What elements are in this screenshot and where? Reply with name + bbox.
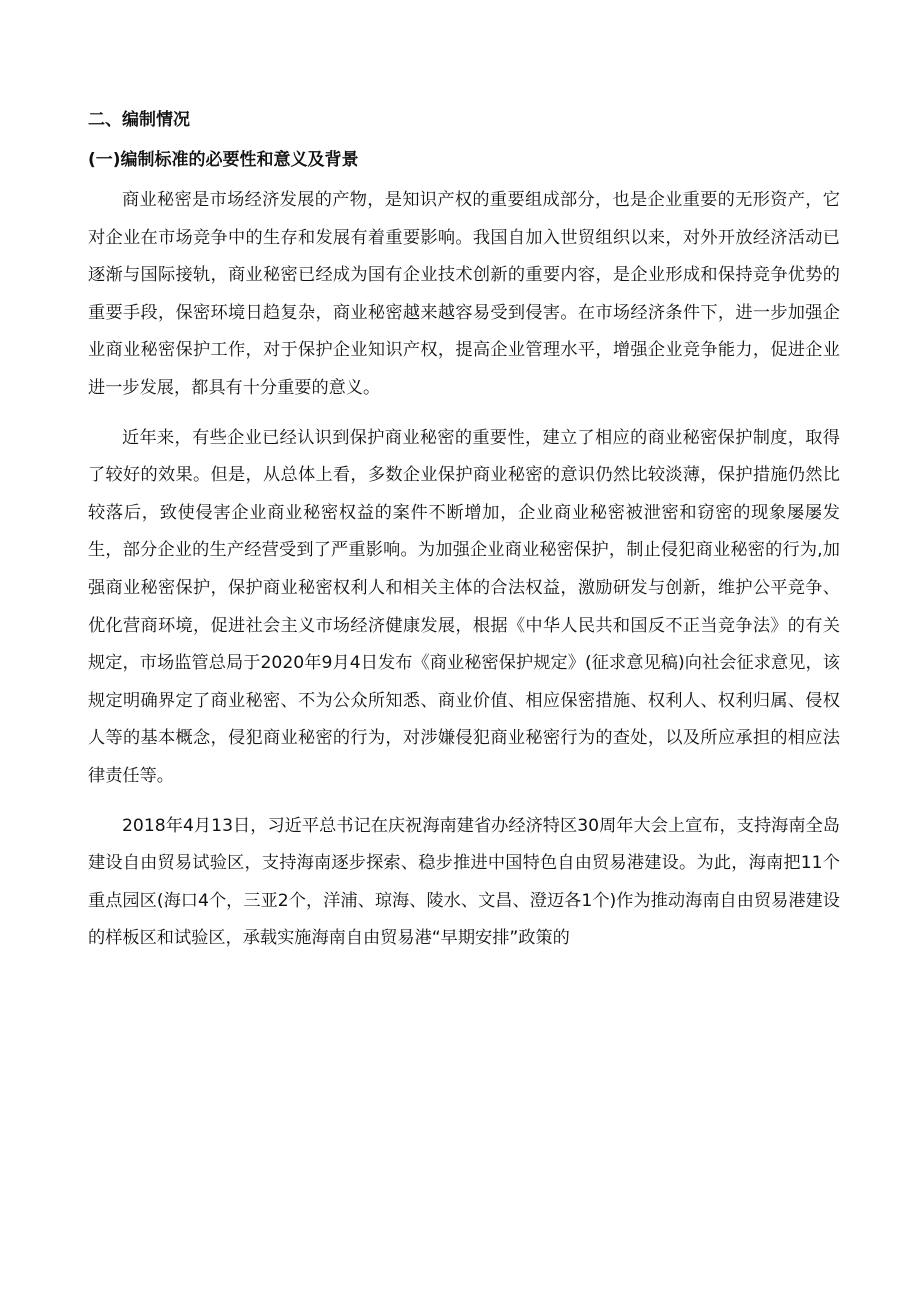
document-page	[88, 100, 840, 970]
paragraph-commercial-secrets-intro: 商业秘密是市场经济发展的产物，是知识产权的重要组成部分，也是企业重要的无形资产，它对企业在市场竞争中的生存和发展有着重要影响。我国自加入世贸组织以来，对外开放经济活动已逐渐与国际接轨，商业秘密已经成为国有企业技术创新的重要内容，是企业形成和保持竞争优势的重要手段，保密环境日趋复杂，商业秘密越来越容易受到侵害。在市场经济条件下，进一步加强企业商业秘密保护工作，对于保护企业知识产权，提高企业管理水平，增强企业竞争能力，促进企业进一步发展，都具有十分重要的意义。	[88, 190, 840, 398]
subsection-title: (一)编制标准的必要性和意义及背景	[88, 150, 359, 170]
paragraph-recent-years: 近年来，有些企业已经认识到保护商业秘密的重要性，建立了相应的商业秘密保护制度，取得了较好的效果。但是，从总体上看，多数企业保护商业秘密的意识仍然比较淡薄，保护措施仍然比较落后，致使侵害企业商业秘密权益的案件不断增加，企业商业秘密被泄密和窃密的现象屡屡发生，部分企业的生产经营受到了严重影响。为加强企业商业秘密保护，制止侵犯商业秘密的行为,加强商业秘密保护，保护商业秘密权利人和相关主体的合法权益，激励研发与创新，维护公平竞争、优化营商环境，促进社会主义市场经济健康发展，根据《中华人民共和国反不正当竞争法》的有关规定，市场监管总局于2020年9月4日发布《商业秘密保护规定》(征求意见稿)向社会征求意见，该规定明确界定了商业秘密、不为公众所知悉、商业价值、相应保密措施、权利人、权利归属、侵权人等的基本概念，侵犯商业秘密的行为，对涉嫌侵犯商业秘密行为的查处，以及所应承担的相应法律责任等。	[88, 427, 840, 786]
section-title: 二、编制情况	[88, 110, 190, 130]
paragraph-hainan-free-trade-port: 2018年4月13日，习近平总书记在庆祝海南建省办经济特区30周年大会上宣布，支持海南全岛建设自由贸易试验区，支持海南逐步探索、稳步推进中国特色自由贸易港建设。为此，海南把11个重点园区(海口4个，三亚2个，洋浦、琼海、陵水、文昌、澄迈各1个)作为推动海南自由贸易港建设的样板区和试验区，承载实施海南自由贸易港“早期安排”政策的	[88, 815, 840, 949]
